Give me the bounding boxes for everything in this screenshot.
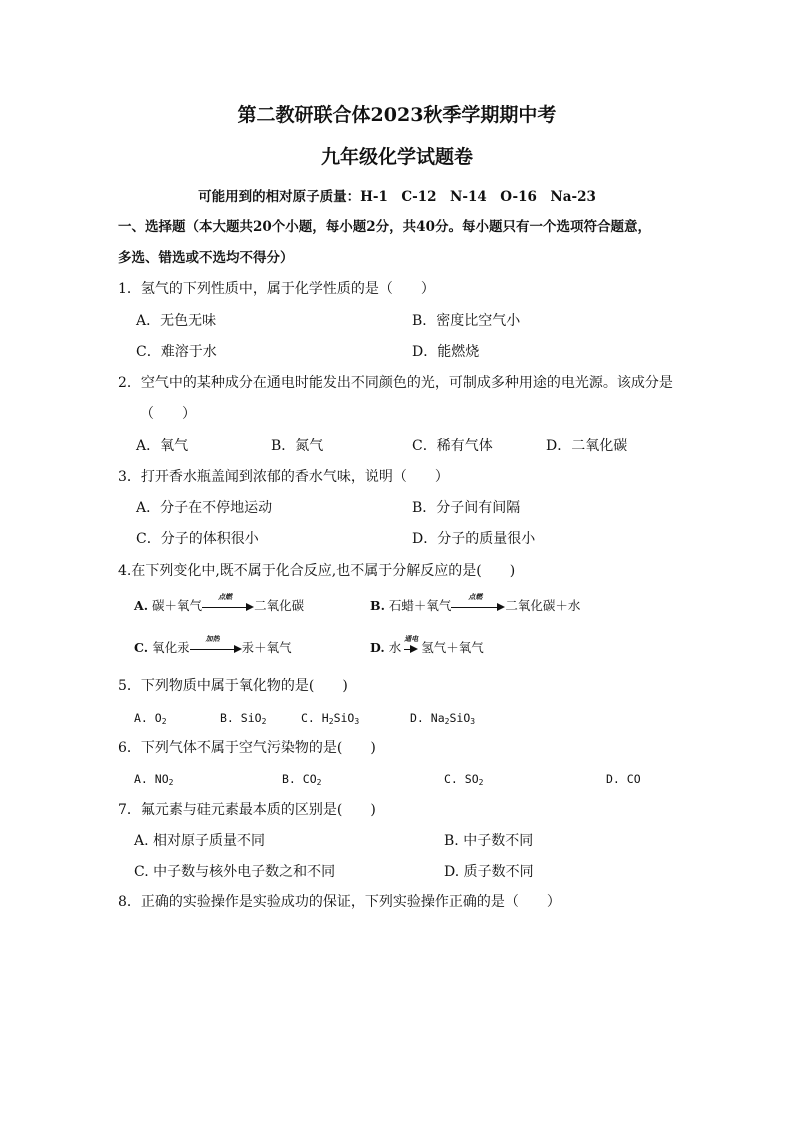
q4-c-reactants: 氧化汞 [152, 640, 190, 655]
q4-a-label: A. [134, 598, 149, 613]
q5-c-formula-part1: H [321, 711, 329, 725]
q2-option-c: C．稀有气体 [412, 438, 493, 454]
q5-c-subscript2: 3 [354, 717, 360, 726]
q4-option-c [134, 633, 292, 657]
q5-d-formula-part1: Na [430, 711, 445, 725]
q3-option-d: D．分子的质量很小 [412, 531, 536, 547]
q6-c-subscript: 2 [478, 778, 484, 787]
q5-b-subscript: 2 [261, 717, 267, 726]
q6-a-subscript: 2 [168, 778, 174, 787]
q5-option-a [134, 709, 167, 727]
q4-option-d [370, 633, 484, 657]
q4-a-products: 二氧化碳 [254, 598, 305, 613]
q5-b-label: B. [220, 711, 234, 725]
q6-c-label: C. [444, 772, 458, 786]
q4-stem: 4.在下列变化中,既不属于化合反应,也不属于分解反应的是( ) [118, 563, 516, 579]
q6-d-formula: CO [626, 772, 641, 786]
q4-d-products: 氢气＋氧气 [421, 640, 484, 655]
q4-b-label: B. [370, 598, 385, 613]
exam-title: 第二教研联合体2023秋季学期期中考 [237, 104, 557, 126]
q6-option-d [606, 770, 641, 788]
q5-c-formula-part2: SiO [333, 711, 355, 725]
q1-option-c: C．难溶于水 [136, 344, 217, 360]
q4-c-products: 汞＋氧气 [241, 640, 292, 655]
q6-b-formula: CO [302, 772, 317, 786]
q3-option-b: B．分子间有间隔 [412, 500, 521, 516]
q3-option-c: C．分子的体积很小 [136, 531, 259, 547]
q7-option-a: A. 相对原子质量不同 [134, 833, 266, 849]
q3-stem: 3．打开香水瓶盖闻到浓郁的香水气味，说明（ ） [118, 469, 449, 485]
q6-a-formula: NO [154, 772, 169, 786]
q4-c-label: C. [134, 640, 149, 655]
q2-paren: （ ） [140, 406, 196, 422]
q6-b-subscript: 2 [316, 778, 322, 787]
q5-a-label: A. [134, 711, 148, 725]
reaction-arrow-icon [451, 591, 505, 613]
q5-option-b [220, 709, 266, 727]
atomic-mass-line: 可能用到的相对原子质量：H-1 C-12 N-14 O-16 Na-23 [198, 189, 596, 205]
q7-option-d: D. 质子数不同 [444, 864, 534, 880]
reaction-arrow-icon [190, 633, 242, 655]
q5-b-formula: SiO [240, 711, 262, 725]
q5-d-label: D. [410, 711, 424, 725]
q4-b-reactants: 石蜡＋氧气 [388, 598, 452, 613]
section-instructions-line1: 一、选择题（本大题共20个小题，每小题2分，共40分。每小题只有一个选项符合题意， [118, 219, 651, 235]
q5-d-formula-part2: SiO [449, 711, 471, 725]
q4-d-label: D. [370, 640, 385, 655]
q5-c-label: C. [301, 711, 315, 725]
q6-option-a [134, 770, 173, 788]
q4-d-reactants: 水 [388, 640, 402, 655]
reaction-arrow-icon [202, 591, 254, 613]
q2-option-d: D．二氧化碳 [546, 438, 628, 454]
q6-b-label: B. [282, 772, 296, 786]
q4-c-condition: 加热 [205, 633, 220, 643]
q4-option-b [370, 591, 581, 615]
q5-a-subscript: 2 [161, 717, 167, 726]
q5-d-subscript2: 3 [470, 717, 476, 726]
q7-option-c: C. 中子数与核外电子数之和不同 [134, 864, 336, 880]
q1-option-a: A．无色无味 [136, 313, 217, 329]
q2-option-a: A．氧气 [136, 438, 189, 454]
q6-c-formula: SO [464, 772, 479, 786]
q8-stem: 8．正确的实验操作是实验成功的保证，下列实验操作正确的是（ ） [118, 894, 561, 910]
q1-stem: 1．氢气的下列性质中，属于化学性质的是（ ） [118, 281, 435, 297]
q4-d-condition: 通电 [404, 633, 419, 643]
q6-stem: 6．下列气体不属于空气污染物的是( ) [118, 740, 376, 756]
q2-stem: 2．空气中的某种成分在通电时能发出不同颜色的光，可制成多种用途的电光源。该成分是 [118, 375, 673, 391]
reaction-arrow-icon [404, 633, 419, 655]
section-instructions-line2: 多选、错选或不选均不得分） [118, 250, 294, 266]
q1-option-d: D．能燃烧 [412, 344, 480, 360]
q5-c-subscript1: 2 [328, 717, 334, 726]
q2-option-b: B．氮气 [271, 438, 324, 454]
q5-a-formula: O [154, 711, 162, 725]
q3-option-a: A．分子在不停地运动 [136, 500, 273, 516]
q7-option-b: B. 中子数不同 [444, 833, 534, 849]
q6-option-c [444, 770, 483, 788]
q4-b-products: 二氧化碳＋水 [505, 598, 581, 613]
q4-option-a [134, 591, 305, 615]
q6-a-label: A. [134, 772, 148, 786]
q4-a-condition: 点燃 [218, 591, 233, 601]
q4-a-reactants: 碳＋氧气 [152, 598, 203, 613]
q1-option-b: B．密度比空气小 [412, 313, 521, 329]
q5-option-d [410, 709, 475, 727]
q6-d-label: D. [606, 772, 620, 786]
q4-b-condition: 点燃 [468, 591, 483, 601]
q6-option-b [282, 770, 321, 788]
q7-stem: 7．氟元素与硅元素最本质的区别是( ) [118, 802, 376, 818]
q5-stem: 5．下列物质中属于氧化物的是( ) [118, 678, 348, 694]
q5-option-c [301, 709, 359, 727]
q5-d-subscript1: 2 [444, 717, 450, 726]
exam-subtitle: 九年级化学试题卷 [320, 146, 473, 168]
